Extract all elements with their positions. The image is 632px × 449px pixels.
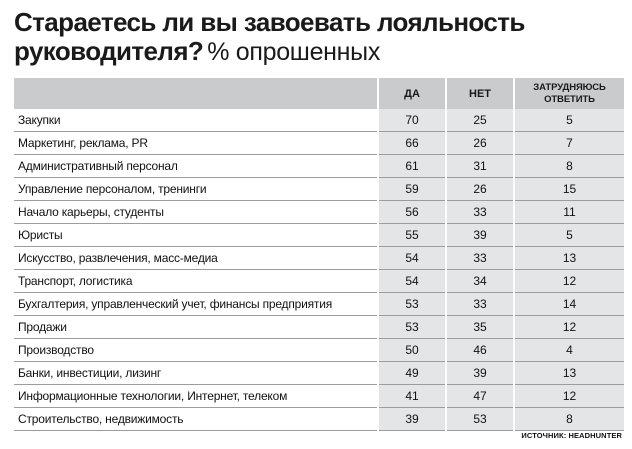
no-value: 33 xyxy=(446,201,514,224)
yes-value: 70 xyxy=(378,109,446,132)
row-label: Административный персонал xyxy=(14,155,378,178)
no-column-header: НЕТ xyxy=(446,78,514,109)
yes-value: 54 xyxy=(378,270,446,293)
table-row xyxy=(14,247,624,270)
yes-value: 59 xyxy=(378,178,446,201)
table-row xyxy=(14,201,624,224)
row-label: Маркетинг, реклама, PR xyxy=(14,132,378,155)
no-value: 33 xyxy=(446,293,514,316)
row-label: Искусство, развлечения, масс-медиа xyxy=(14,247,378,270)
undecided-value: 12 xyxy=(514,316,624,339)
undecided-value: 8 xyxy=(514,155,624,178)
row-label: Начало карьеры, студенты xyxy=(14,201,378,224)
row-label: Закупки xyxy=(14,109,378,132)
table-row xyxy=(14,408,624,431)
no-value: 26 xyxy=(446,178,514,201)
title-unit: % опрошенных xyxy=(207,38,381,66)
no-value: 39 xyxy=(446,224,514,247)
undecided-value: 12 xyxy=(514,270,624,293)
yes-value: 56 xyxy=(378,201,446,224)
row-label: Строительство, недвижимость xyxy=(14,408,378,431)
table-row xyxy=(14,339,624,362)
row-label: Управление персоналом, тренинги xyxy=(14,178,378,201)
row-label: Производство xyxy=(14,339,378,362)
table-row xyxy=(14,109,624,132)
yes-value: 50 xyxy=(378,339,446,362)
label-column-header xyxy=(14,78,378,109)
undecided-value: 15 xyxy=(514,178,624,201)
yes-value: 53 xyxy=(378,293,446,316)
undecided-value: 7 xyxy=(514,132,624,155)
no-value: 39 xyxy=(446,362,514,385)
undecided-value: 8 xyxy=(514,408,624,431)
undecided-value: 12 xyxy=(514,385,624,408)
no-value: 31 xyxy=(446,155,514,178)
table-header xyxy=(14,78,624,109)
table-row xyxy=(14,270,624,293)
title-line-1: Стараетесь ли вы завоевать лояльность xyxy=(14,7,525,37)
title-question: руководителя? xyxy=(14,36,204,66)
chart-title xyxy=(14,8,624,70)
table-row xyxy=(14,316,624,339)
yes-value: 39 xyxy=(378,408,446,431)
yes-value: 55 xyxy=(378,224,446,247)
undecided-value: 5 xyxy=(514,224,624,247)
undecided-value: 4 xyxy=(514,339,624,362)
table-row xyxy=(14,293,624,316)
table-row xyxy=(14,155,624,178)
no-value: 47 xyxy=(446,385,514,408)
no-value: 53 xyxy=(446,408,514,431)
table-row xyxy=(14,224,624,247)
yes-value: 54 xyxy=(378,247,446,270)
table-row xyxy=(14,385,624,408)
yes-value: 49 xyxy=(378,362,446,385)
table-row xyxy=(14,362,624,385)
header-row xyxy=(14,78,624,109)
table-row xyxy=(14,178,624,201)
yes-value: 41 xyxy=(378,385,446,408)
no-value: 46 xyxy=(446,339,514,362)
no-value: 35 xyxy=(446,316,514,339)
no-value: 26 xyxy=(446,132,514,155)
row-label: Бухгалтерия, управленческий учет, финансы предприятия xyxy=(14,293,378,316)
row-label: Банки, инвестиции, лизинг xyxy=(14,362,378,385)
undecided-value: 11 xyxy=(514,201,624,224)
survey-table xyxy=(14,78,624,431)
no-value: 33 xyxy=(446,247,514,270)
no-value: 34 xyxy=(446,270,514,293)
yes-value: 53 xyxy=(378,316,446,339)
row-label: Юристы xyxy=(14,224,378,247)
title-line-2 xyxy=(14,37,624,70)
row-label: Транспорт, логистика xyxy=(14,270,378,293)
no-value: 25 xyxy=(446,109,514,132)
row-label: Продажи xyxy=(14,316,378,339)
undecided-value: 5 xyxy=(514,109,624,132)
table-body xyxy=(14,109,624,431)
undecided-value: 14 xyxy=(514,293,624,316)
undecided-column-header: ЗАТРУДНЯЮСЬ ОТВЕТИТЬ xyxy=(514,78,624,109)
yes-value: 61 xyxy=(378,155,446,178)
undecided-value: 13 xyxy=(514,247,624,270)
yes-column-header: ДА xyxy=(378,78,446,109)
table-row xyxy=(14,132,624,155)
row-label: Информационные технологии, Интернет, телеком xyxy=(14,385,378,408)
yes-value: 66 xyxy=(378,132,446,155)
source-note: ИСТОЧНИК: HEADHUNTER xyxy=(521,431,622,440)
undecided-value: 13 xyxy=(514,362,624,385)
